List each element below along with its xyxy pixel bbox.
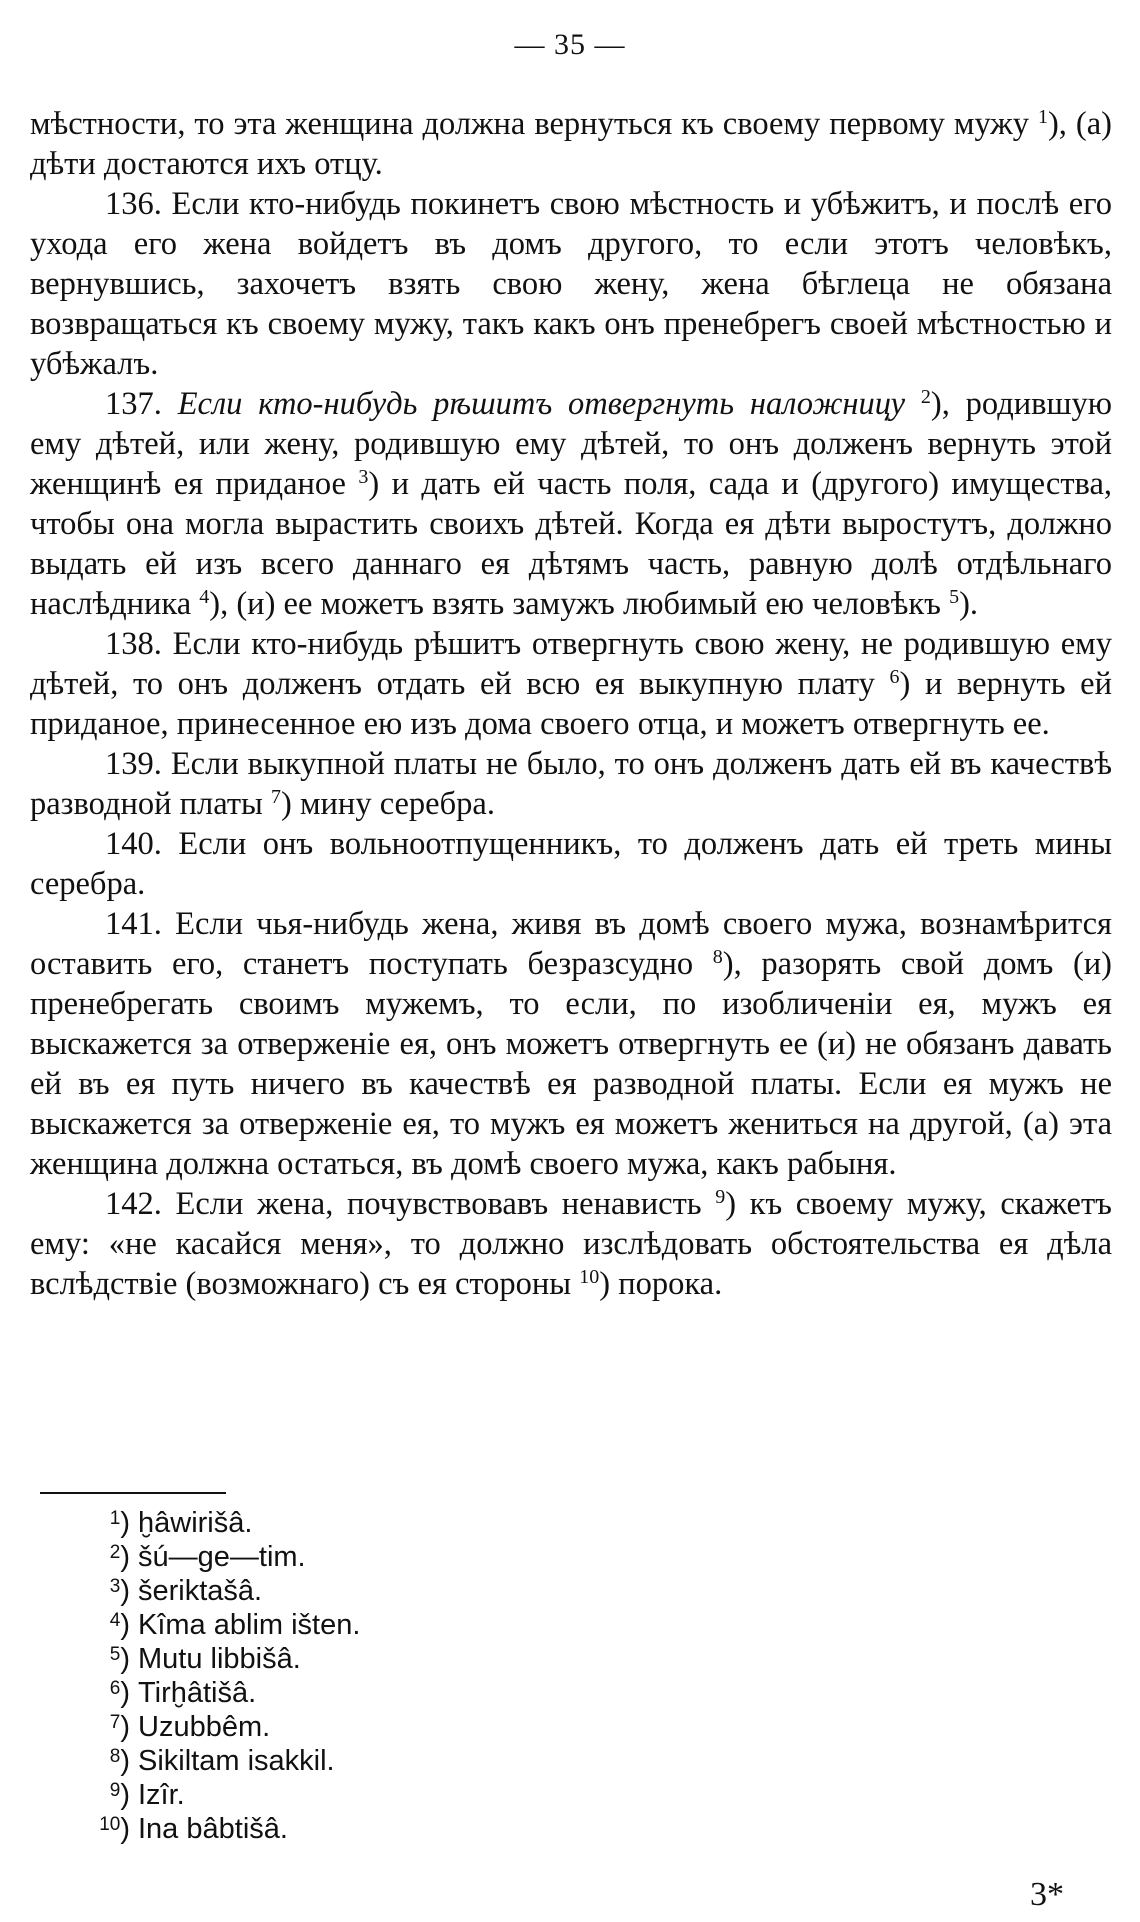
footnote	[96, 1812, 996, 1846]
footnote-number-value: 9	[109, 1780, 121, 1801]
footnote-reference: 5	[949, 586, 960, 608]
text-run: 138. Если кто-нибудь рѣшитъ отвергнуть свою жену, не родившую ему дѣтей, то онъ долженъ отдать ей всю ея выкупную плату	[30, 626, 1112, 702]
footnote-reference: 9	[715, 1186, 726, 1208]
footnote	[96, 1676, 996, 1710]
signature-mark: 3*	[1030, 1876, 1064, 1913]
text-run: ), разорять свой домъ (и) пренебрегать своимъ мужемъ, то если, по изобличенiи ея, мужъ ея выскажется за отверженiе ея, онъ можетъ отвергнуть ее (и) не обязанъ давать ей въ ея путь ничего въ качествѣ ея разводной платы. Если ея мужъ не выскажется за отверженiе ея, то мужъ ея можетъ жениться на другой, (а) эта женщина должна остаться, въ домѣ своего мужа, какъ рабыня.	[30, 946, 1112, 1182]
footnote-text: Izîr.	[138, 1779, 185, 1811]
footnote-number: $^2$)	[109, 1541, 130, 1573]
footnote-reference: 3	[358, 466, 369, 488]
text-run	[905, 386, 921, 422]
footnotes	[96, 1506, 996, 1846]
text-run: ) и вернуть ей приданое, принесенное ею изъ дома своего отца, и можетъ отвергнуть ее.	[30, 666, 1112, 742]
page-number: — 35 —	[514, 28, 626, 61]
text-run: мѣстности, то эта женщина должна вернуться къ своему первому мужу	[30, 106, 1038, 142]
paragraph	[30, 1184, 1112, 1304]
paragraph	[30, 624, 1112, 744]
text-run: 139. Если выкупной платы не было, то онъ долженъ дать ей въ качествѣ разводной платы	[30, 746, 1112, 822]
emphasized-text: Если кто-нибудь рѣшитъ отвергнуть наложницу	[177, 386, 906, 422]
text-run: ).	[959, 586, 979, 622]
text-run: 136. Если кто-нибудь покинетъ свою мѣстность и убѣжитъ, и послѣ его ухода его жена войдетъ въ домъ другого, то если этотъ человѣкъ, вернувшись, захочетъ взять свою жену, жена бѣглеца не обязана возвращаться къ своему мужу, такъ какъ онъ пренебрегъ своей мѣстностью и убѣжалъ.	[30, 186, 1112, 382]
footnote-reference: 8	[712, 946, 723, 968]
footnote	[96, 1608, 996, 1642]
footnote	[96, 1506, 996, 1540]
footnote-text: ḫâwirišâ.	[138, 1507, 253, 1539]
footnote	[96, 1642, 996, 1676]
footnote-number: $^5$)	[109, 1643, 130, 1675]
footnote-reference: 10	[579, 1266, 600, 1288]
footnote-number: $^3$)	[109, 1575, 130, 1607]
main-text	[30, 104, 1112, 1304]
footnote	[96, 1778, 996, 1812]
footnote-number: $^6$)	[109, 1677, 130, 1709]
footnote-text: Mutu libbišâ.	[138, 1643, 301, 1675]
paragraph	[30, 104, 1112, 184]
paragraph	[30, 824, 1112, 904]
footnote-text: šú—ge—tim.	[138, 1541, 306, 1573]
footnote-text: Uzubbêm.	[138, 1711, 271, 1743]
paragraph	[30, 184, 1112, 384]
text-run: 137.	[105, 386, 178, 422]
footnote-number-value: 10	[99, 1814, 121, 1835]
footnote-text: Sikiltam isakkil.	[138, 1745, 335, 1777]
footnote	[96, 1540, 996, 1574]
footnote-text: Tirḫâtišâ.	[138, 1677, 257, 1709]
footnote-number: $^9$)	[109, 1779, 130, 1811]
paragraph	[30, 904, 1112, 1184]
footnote	[96, 1710, 996, 1744]
footnote-reference: 2	[920, 386, 931, 408]
text-run: ), (а) дѣти достаются ихъ отцу.	[30, 106, 1112, 182]
footnote-reference: 4	[199, 586, 210, 608]
text-run: 142. Если жена, почувствовавъ ненависть	[105, 1186, 716, 1222]
footnote-number-value: 6	[109, 1678, 121, 1699]
footnote-number: $^1$)	[109, 1507, 130, 1539]
footnote-reference: 1	[1037, 106, 1048, 128]
paragraph	[30, 384, 1112, 624]
footnote-number-value: 2	[109, 1542, 121, 1563]
footnote-number-value: 3	[109, 1576, 121, 1597]
footnote-text: šeriktašâ.	[138, 1575, 263, 1607]
footnote	[96, 1574, 996, 1608]
footnote-number-value: 8	[109, 1746, 121, 1767]
text-run: ) мину серебра.	[281, 786, 495, 822]
text-run: 141. Если чья-нибудь жена, живя въ домѣ своего мужа, вознамѣрится оставить его, станетъ поступать безразсудно	[30, 906, 1112, 982]
text-run: ) къ своему мужу, скажетъ ему: «не касайся меня», то должно изслѣдовать обстоятельства ея дѣла вслѣдствiе (возможнаго) съ ея стороны	[30, 1186, 1112, 1302]
text-run: ), (и) ее можетъ взять замужъ любимый ею человѣкъ	[209, 586, 950, 622]
footnote-reference: 7	[271, 786, 282, 808]
footnote	[96, 1744, 996, 1778]
footnote-number: $^7$)	[109, 1711, 130, 1743]
text-run: 140. Если онъ вольноотпущенникъ, то долженъ дать ей треть мины серебра.	[30, 826, 1112, 902]
footnote-number: $^4$)	[109, 1609, 130, 1641]
footnote-number-value: 1	[109, 1508, 121, 1529]
paragraph	[30, 744, 1112, 824]
footnote-number-value: 7	[109, 1712, 121, 1733]
text-run: ) и дать ей часть поля, сада и (другого) имущества, чтобы она могла вырастить своихъ дѣтей. Когда ея дѣти выростутъ, должно выдать ей изъ всего даннаго ея дѣтямъ часть, равную долѣ отдѣльнаго наслѣдника	[30, 466, 1112, 622]
footnote-number-value: 4	[109, 1610, 121, 1631]
footnote-number: $^8$)	[109, 1745, 130, 1777]
footnote-reference: 6	[889, 666, 900, 688]
footnote-number: $^{10}$)	[99, 1813, 130, 1845]
text-run: ) порока.	[599, 1266, 723, 1302]
text-run: ), родившую ему дѣтей, или жену, родившую ему дѣтей, то онъ долженъ вернуть этой женщинѣ ея приданое	[30, 386, 1113, 502]
footnote-text: Ina bâbtišâ.	[138, 1813, 288, 1845]
footnote-text: Kîma ablim išten.	[138, 1609, 361, 1641]
footnote-separator	[40, 1492, 226, 1494]
footnote-number-value: 5	[109, 1644, 121, 1665]
